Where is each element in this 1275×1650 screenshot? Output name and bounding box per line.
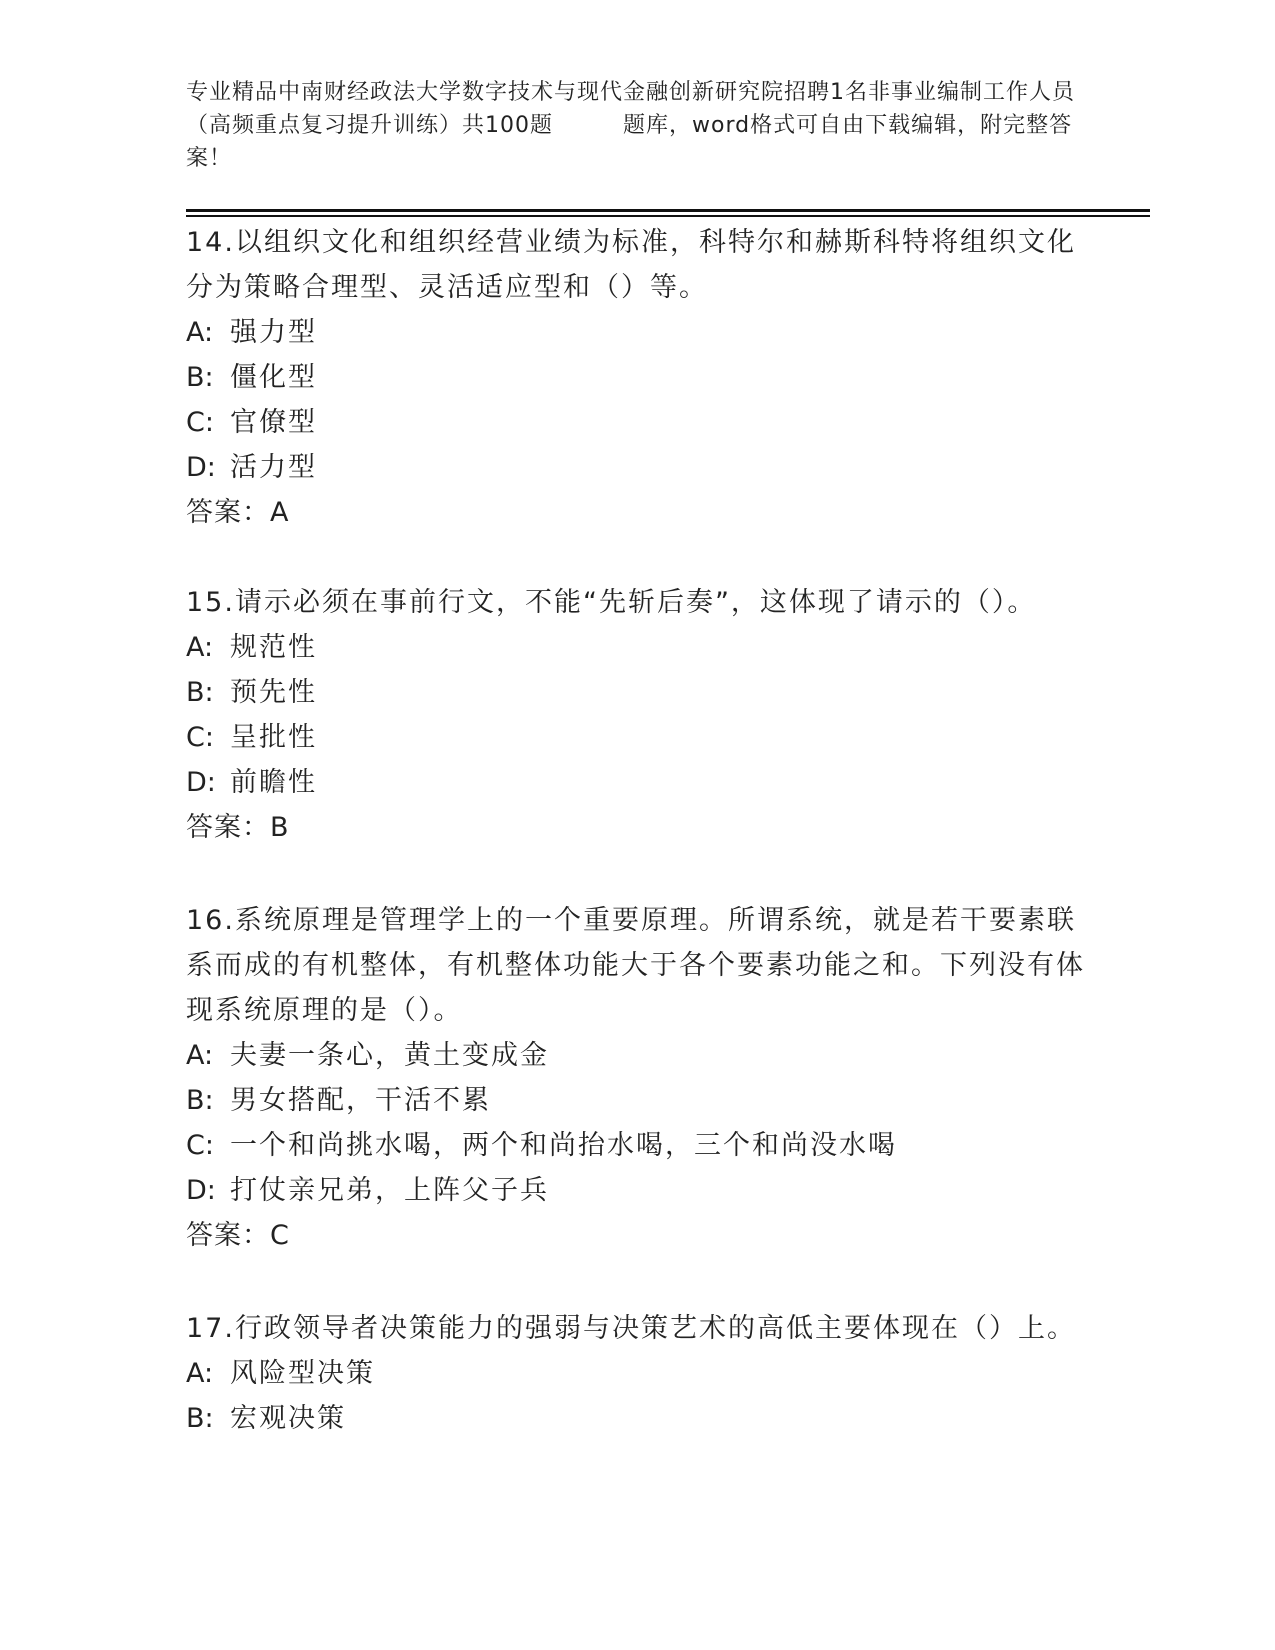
option-key: B: — [186, 677, 214, 708]
option-text: 男女搭配，干活不累 — [230, 1085, 491, 1116]
option-c — [186, 715, 1086, 760]
answer-label: 答案： — [186, 1220, 270, 1251]
question-number: 14. — [186, 227, 235, 258]
option-b — [186, 355, 1086, 400]
option-key: C: — [186, 1130, 214, 1161]
option-text: 宏观决策 — [230, 1403, 346, 1434]
option-text: 风险型决策 — [230, 1358, 375, 1389]
option-key: A: — [186, 1358, 214, 1389]
option-c — [186, 400, 1086, 445]
question-17 — [186, 1306, 1086, 1441]
option-a — [186, 1033, 1086, 1078]
option-d — [186, 760, 1086, 805]
option-key: B: — [186, 1085, 214, 1116]
question-number: 15. — [186, 587, 235, 618]
header-title-part1: 专业精品中南财经政法大学数字技术与现代金融创新研究院招聘1名非事业编制工作人员（高频重点复习提升训练）共100题 — [186, 80, 1075, 138]
answer-line — [186, 490, 1086, 535]
option-text: 活力型 — [230, 452, 317, 483]
answer-line — [186, 1213, 1086, 1258]
answer-label: 答案： — [186, 812, 270, 843]
option-key: A: — [186, 1040, 214, 1071]
option-key: D: — [186, 452, 216, 483]
answer-line — [186, 805, 1086, 850]
answer-value: C — [270, 1220, 290, 1251]
question-text: 请示必须在事前行文，不能“先斩后奏”，这体现了请示的（）。 — [234, 587, 1037, 618]
option-text: 预先性 — [230, 677, 317, 708]
option-text: 规范性 — [230, 632, 317, 663]
question-16 — [186, 898, 1086, 1258]
option-text: 官僚型 — [230, 407, 317, 438]
option-a — [186, 310, 1086, 355]
answer-value: A — [270, 497, 290, 528]
option-key: C: — [186, 722, 214, 753]
question-14 — [186, 220, 1086, 535]
option-b — [186, 1396, 1086, 1441]
question-number: 16. — [186, 905, 235, 936]
option-text: 打仗亲兄弟，上阵父子兵 — [230, 1175, 549, 1206]
question-stem — [186, 898, 1086, 1033]
option-key: D: — [186, 767, 216, 798]
option-text: 僵化型 — [230, 362, 317, 393]
header-divider-thin — [186, 215, 1150, 217]
option-key: C: — [186, 407, 214, 438]
option-key: B: — [186, 1403, 214, 1434]
option-d — [186, 1168, 1086, 1213]
question-stem — [186, 580, 1086, 625]
option-text: 一个和尚挑水喝，两个和尚抬水喝，三个和尚没水喝 — [230, 1130, 897, 1161]
option-a — [186, 1351, 1086, 1396]
option-d — [186, 445, 1086, 490]
option-key: A: — [186, 317, 214, 348]
answer-value: B — [270, 812, 290, 843]
option-text: 夫妻一条心，黄土变成金 — [230, 1040, 549, 1071]
option-b — [186, 670, 1086, 715]
option-key: B: — [186, 362, 214, 393]
question-text: 系统原理是管理学上的一个重要原理。所谓系统，就是若干要素联系而成的有机整体，有机整体功能大于各个要素功能之和。下列没有体现系统原理的是（）。 — [186, 905, 1085, 1026]
question-text: 以组织文化和组织经营业绩为标准，科特尔和赫斯科特将组织文化分为策略合理型、灵活适应型和（）等。 — [186, 227, 1076, 303]
question-text: 行政领导者决策能力的强弱与决策艺术的高低主要体现在（）上。 — [234, 1313, 1076, 1344]
question-number: 17. — [186, 1313, 235, 1344]
header-title-part2: 题库，word格式可自由下载编辑，附完整答案！ — [186, 113, 1073, 171]
header-divider-thick — [186, 209, 1150, 212]
option-key: D: — [186, 1175, 216, 1206]
option-key: A: — [186, 632, 214, 663]
option-text: 强力型 — [230, 317, 317, 348]
option-text: 呈批性 — [230, 722, 317, 753]
option-text: 前瞻性 — [230, 767, 317, 798]
option-c — [186, 1123, 1086, 1168]
answer-label: 答案： — [186, 497, 270, 528]
option-a — [186, 625, 1086, 670]
question-stem — [186, 220, 1086, 310]
document-header — [186, 76, 1086, 175]
option-b — [186, 1078, 1086, 1123]
question-stem — [186, 1306, 1086, 1351]
question-15 — [186, 580, 1086, 850]
